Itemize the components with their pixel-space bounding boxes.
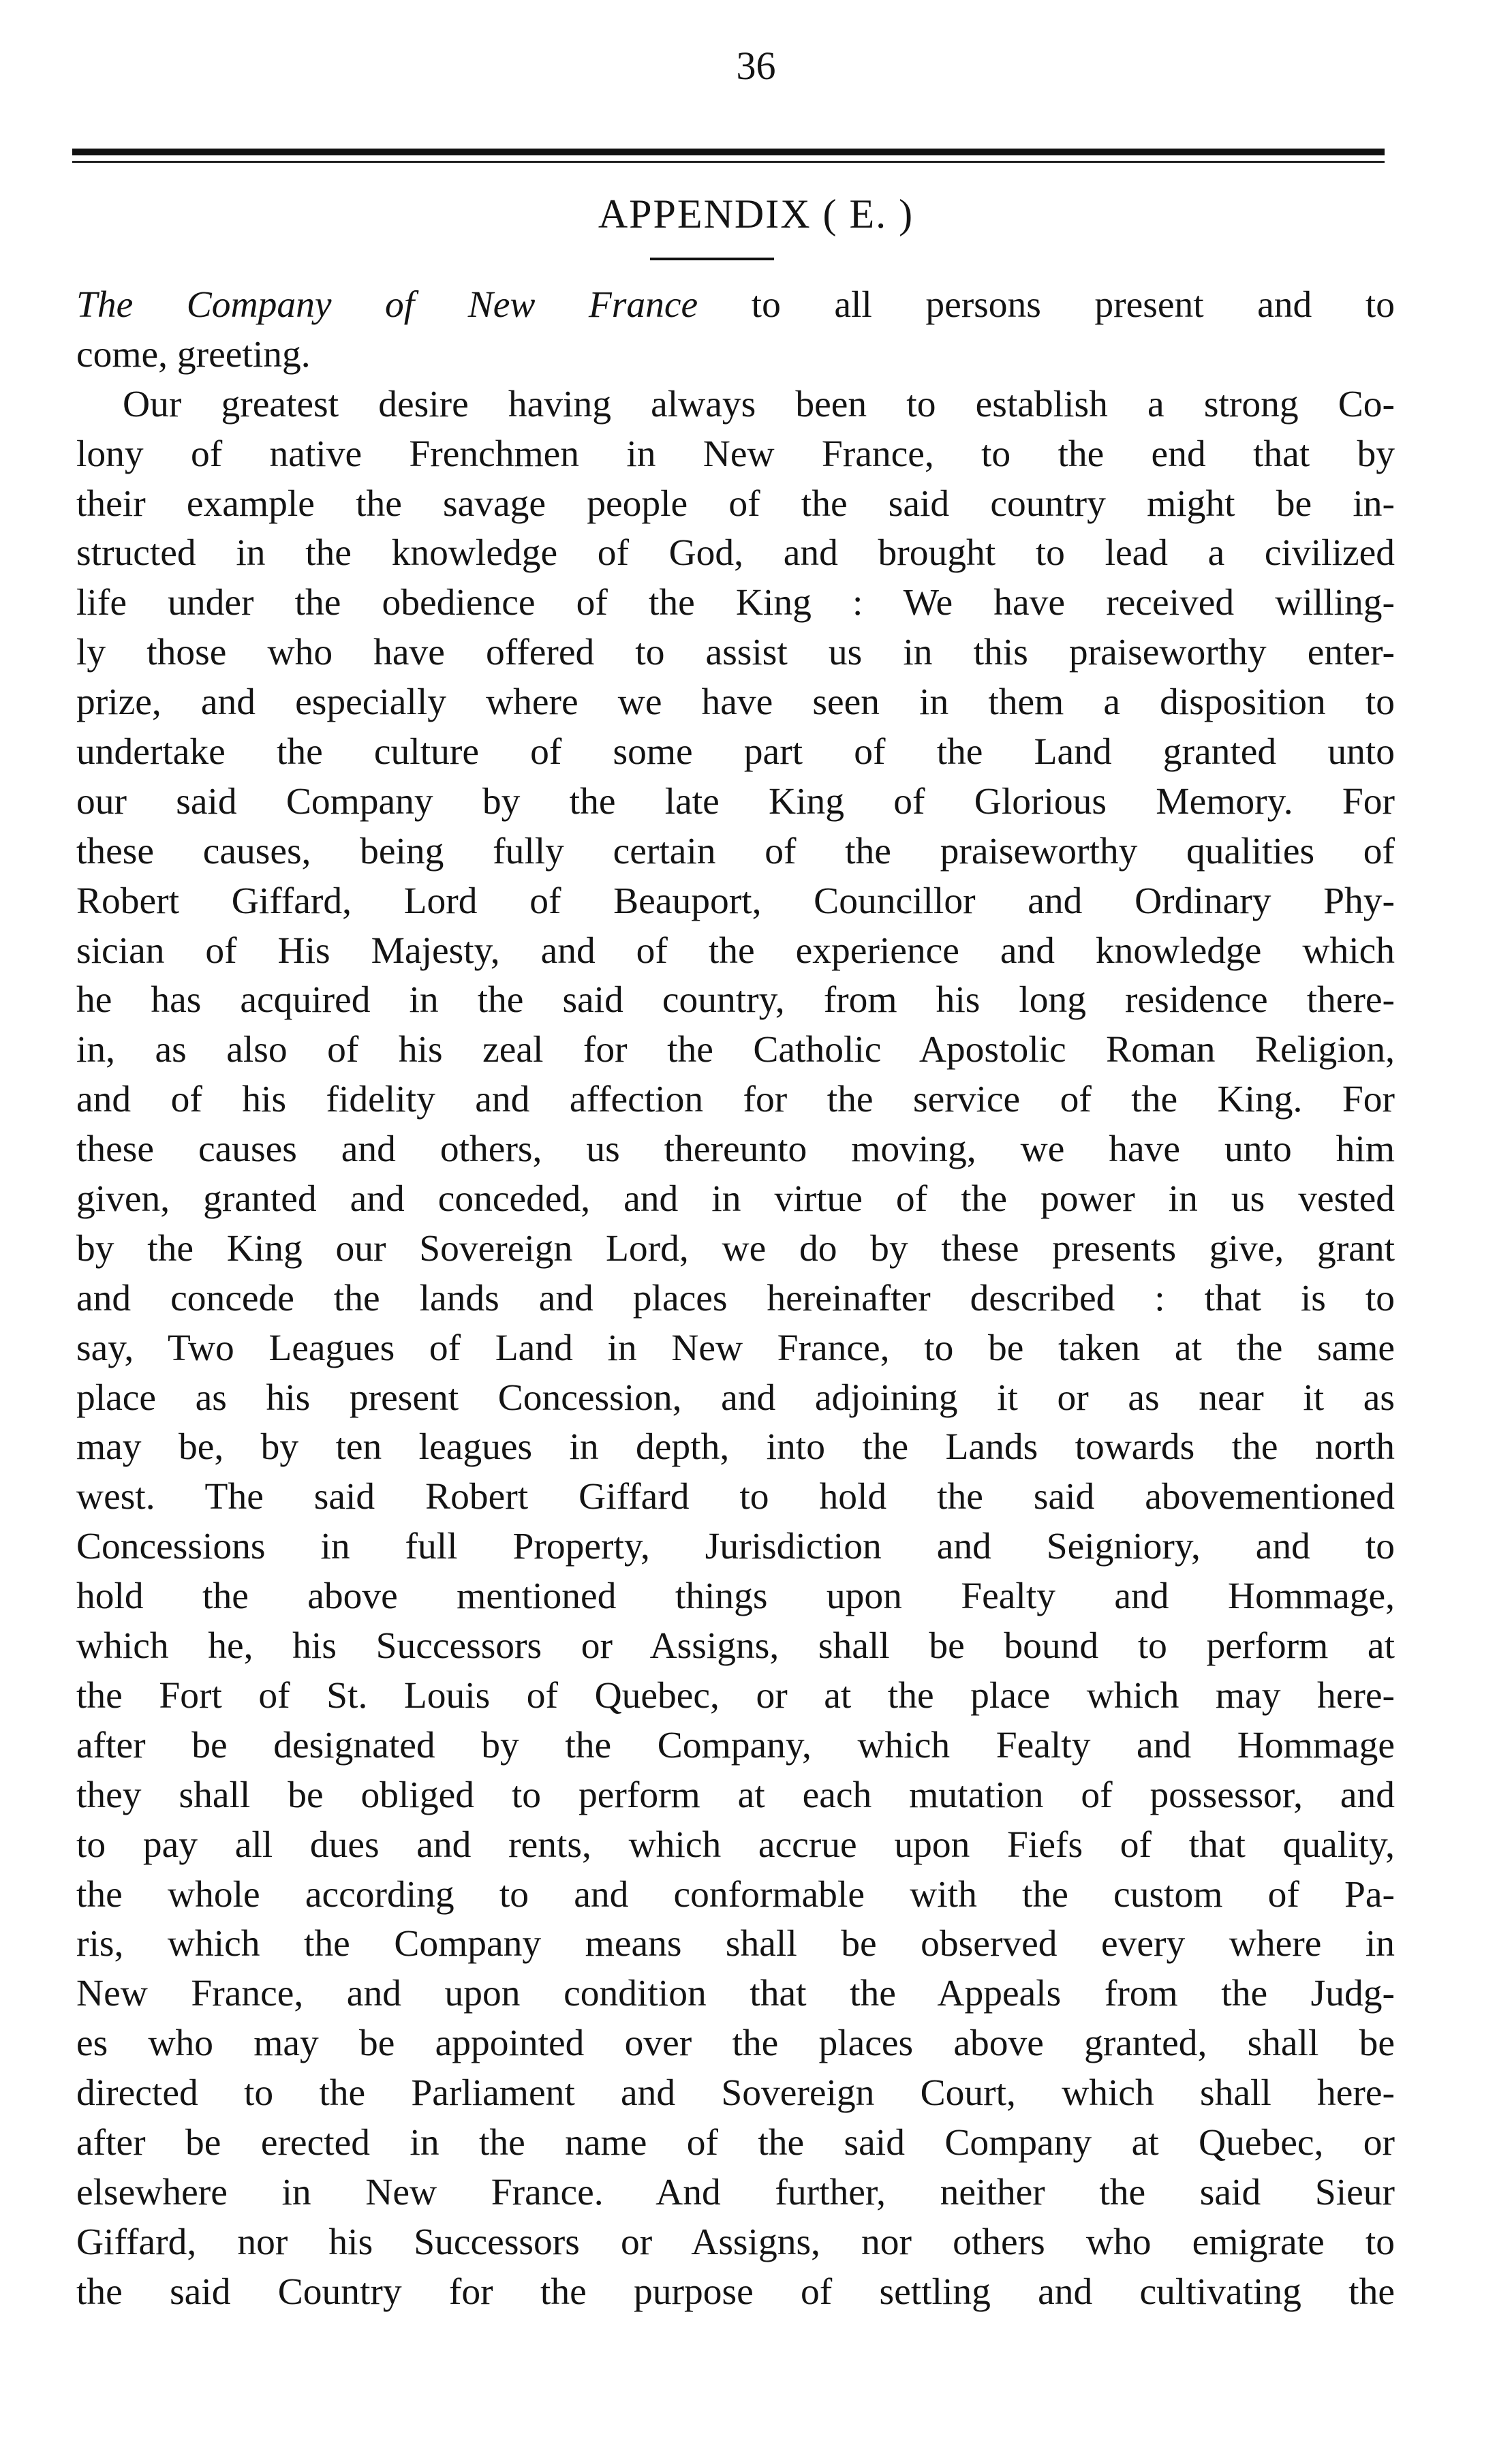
- text-line: these causes and others, us thereunto moving, we have unto him: [76, 1128, 1395, 1171]
- text-line: the whole according to and conformable with the custom of Pa-: [76, 1873, 1395, 1916]
- text-line-opening: [76, 281, 1395, 330]
- page-number: 36: [736, 44, 776, 88]
- text-line: our said Company by the late King of Glorious Memory. For: [76, 780, 1395, 822]
- text-line: and concede the lands and places hereinafter described : that is to: [76, 1277, 1395, 1319]
- text-line: hold the above mentioned things upon Fealty and Hommage,: [76, 1575, 1395, 1618]
- text-line: ly those who have offered to assist us in this praiseworthy enter-: [76, 632, 1395, 674]
- text-line: Robert Giffard, Lord of Beauport, Councillor and Ordinary Phy-: [76, 880, 1395, 922]
- text-line: the said Country for the purpose of settling and cultivating the: [76, 2271, 1395, 2313]
- text-line: he has acquired in the said country, from his long residence there-: [76, 979, 1395, 1021]
- header-rule: [72, 149, 1385, 155]
- text-line: the Fort of St. Louis of Quebec, or at the place which may here-: [76, 1674, 1395, 1717]
- text-line: given, granted and conceded, and in virtue of the power in us vested: [76, 1178, 1395, 1220]
- text-line: which he, his Successors or Assigns, shall be bound to perform at: [76, 1625, 1395, 1667]
- heading-underline-rule: [650, 258, 774, 260]
- text-line: west. The said Robert Giffard to hold the said abovementioned: [76, 1476, 1395, 1518]
- opening-italic-phrase: The Company of New France: [76, 284, 698, 326]
- text-line: say, Two Leagues of Land in New France, to be taken at the same: [76, 1327, 1395, 1369]
- text-line: come, greeting.: [76, 333, 311, 375]
- text-line: ris, which the Company means shall be observed every where in: [76, 1923, 1395, 1965]
- text-line: Our greatest desire having always been to establish a strong Co-: [123, 383, 1395, 425]
- body-text: [76, 281, 1395, 2318]
- text-line: their example the savage people of the said country might be in-: [76, 482, 1395, 525]
- text-line: they shall be obliged to perform at each mutation of possessor, and: [76, 1774, 1395, 1816]
- text-line: prize, and especially where we have seen in them a disposition to: [76, 681, 1395, 724]
- text-line: New France, and upon condition that the Appeals from the Judg-: [76, 1973, 1395, 2015]
- text-line: and of his fidelity and affection for the service of the King. For: [76, 1079, 1395, 1121]
- text-line: lony of native Frenchmen in New France, to the end that by: [76, 433, 1395, 475]
- opening-rest: to all persons present and to: [698, 284, 1395, 326]
- text-line: to pay all dues and rents, which accrue upon Fiefs of that quality,: [76, 1824, 1395, 1866]
- text-line: after be erected in the name of the said Company at Quebec, or: [76, 2121, 1395, 2164]
- text-line: in, as also of his zeal for the Catholic Apostolic Roman Religion,: [76, 1029, 1395, 1071]
- text-line: by the King our Sovereign Lord, we do by these presents give, grant: [76, 1227, 1395, 1270]
- text-line: Concessions in full Property, Jurisdiction and Seigniory, and to: [76, 1526, 1395, 1568]
- text-line: after be designated by the Company, which Fealty and Hommage: [76, 1724, 1395, 1766]
- text-line: structed in the knowledge of God, and brought to lead a civilized: [76, 532, 1395, 574]
- text-line: place as his present Concession, and adjoining it or as near it as: [76, 1377, 1395, 1419]
- appendix-heading: APPENDIX ( E. ): [598, 191, 914, 236]
- text-line: elsewhere in New France. And further, neither the said Sieur: [76, 2171, 1395, 2213]
- text-line: undertake the culture of some part of the Land granted unto: [76, 731, 1395, 773]
- text-line: es who may be appointed over the places above granted, shall be: [76, 2023, 1395, 2065]
- text-line: these causes, being fully certain of the praiseworthy qualities of: [76, 830, 1395, 872]
- text-line: may be, by ten leagues in depth, into the Lands towards the north: [76, 1426, 1395, 1469]
- text-line: life under the obedience of the King : We have received willing-: [76, 582, 1395, 624]
- header-rule-thin: [72, 161, 1385, 163]
- text-line: Giffard, nor his Successors or Assigns, nor others who emigrate to: [76, 2221, 1395, 2263]
- text-line: directed to the Parliament and Sovereign Court, which shall here-: [76, 2072, 1395, 2115]
- text-line: sician of His Majesty, and of the experience and knowledge which: [76, 929, 1395, 972]
